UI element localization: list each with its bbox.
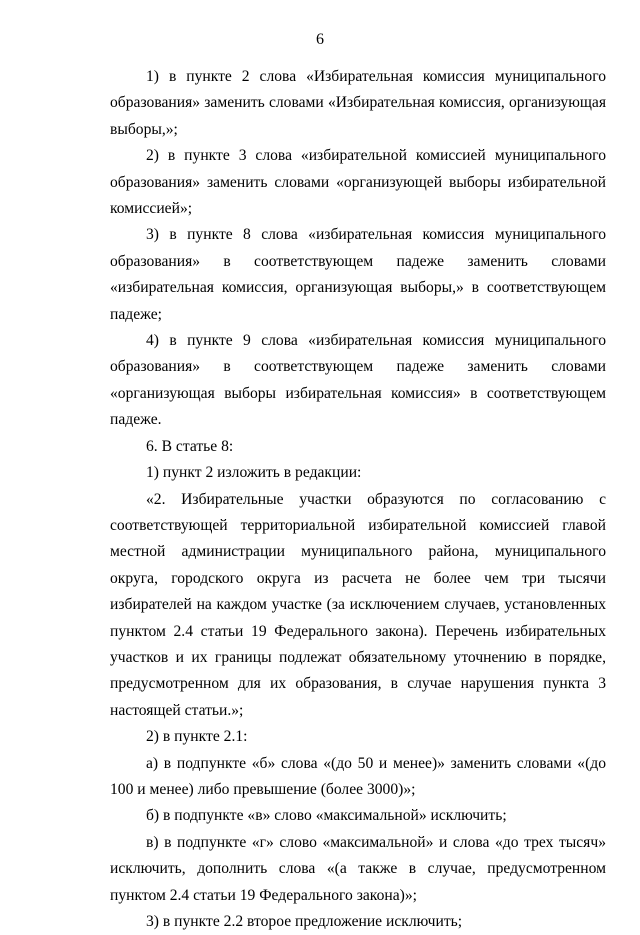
paragraph-subpoint-g: в) в подпункте «г» слово «максимальной» и слова «до трех тысяч» исключить, дополнить слова «(а также в случае, предусмотренном пунктом 2.4 статьи 19 Федерального закона)»; [110,833,606,904]
paragraph-amend-point-8: 3) в пункте 8 слова «избирательная комиссия муниципального образования» в соответствующем падеже заменить словами «избирательная комиссия, организующая выборы,» в соответствующем падеже; [110,226,606,323]
paragraph-subpoint-v: б) в подпункте «в» слово «максимальной» исключить; [146,807,507,825]
paragraph-amend-point-2: 1) в пункте 2 слова «Избирательная комиссия муниципального образования» заменить словами «Избирательная комиссия, организующая выборы,»; [110,68,606,138]
paragraph-point-2-1-intro: 2) в пункте 2.1: [146,728,248,746]
paragraph-amend-point-3: 2) в пункте 3 слова «избирательной комиссией муниципального образования» заменить словами «организующей выборы избирательной комиссией»; [110,147,606,218]
paragraph-article-8-point-2-text: «2. Избирательные участки образуются по согласованию с соответствующей территориальной избирательной комиссией главой местной администрации муниципального района, муниципального округа, городского округа из расчета не более чем три тысячи избирателей на каждом участке (за исключением случаев, установленных пунктом 2.4 статьи 19 Федерального закона). Перечень избирательных участков и их границы подлежат обязательному уточнению в порядке, предусмотренном для их образования, в случае нарушения пункта 3 настоящей статьи.»; [110,490,606,719]
paragraph-subpoint-b: а) в подпункте «б» слова «(до 50 и менее)» заменить словами «(до 100 и менее) либо превышение (более 3000)»; [110,754,606,798]
page-number: 6 [316,31,324,48]
paragraph-article-8-heading: 6. В статье 8: [146,437,234,455]
paragraph-article-8-point-2-intro: 1) пункт 2 изложить в редакции: [146,464,362,482]
paragraph-amend-point-9: 4) в пункте 9 слова «избирательная комиссия муниципального образования» в соответствующем падеже заменить словами «организующая выборы избирательная комиссия» в соответствующем падеже. [110,332,606,429]
document-body [110,64,606,935]
paragraph-point-2-2: 3) в пункте 2.2 второе предложение исключить; [146,913,463,930]
